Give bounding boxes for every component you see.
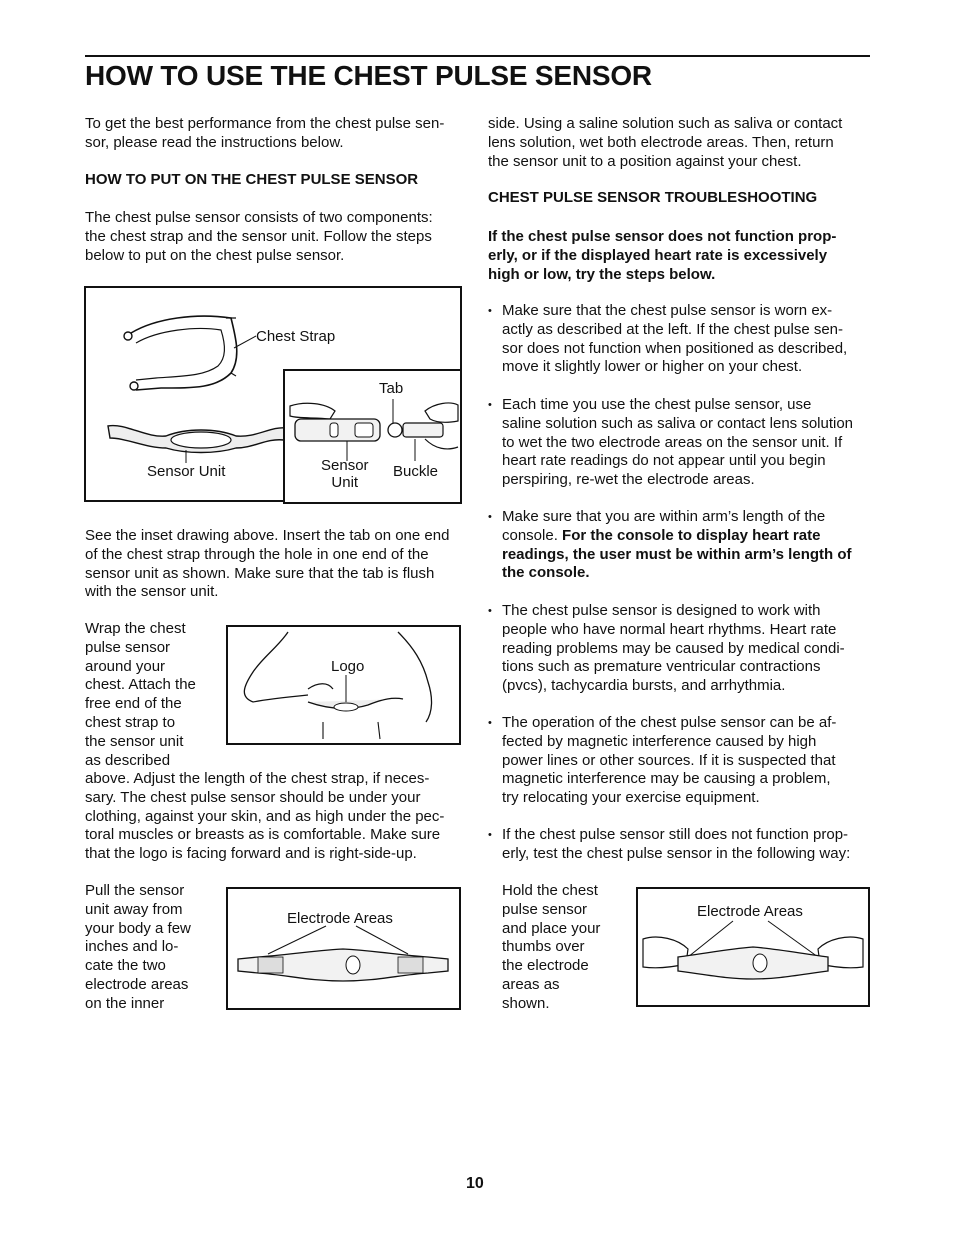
tab-inset-figure [283, 369, 462, 504]
buckle-drawing [285, 371, 460, 502]
bullet-2 [488, 396, 873, 490]
pull-paragraph: Pull the sensor unit away from your body a few inches and lo- cate the two electrode areas on the inner [85, 882, 191, 1012]
bullet-4 [488, 602, 873, 696]
wrap-paragraph-long: above. Adjust the length of the chest strap, if neces- sary. The chest pulse sensor should be under your clothing, against your skin, and as high under the pec- toral muscles or breasts as is comfortable. Make sure that the logo is facing forward and is right-side-up. [85, 770, 445, 863]
bullet-3-bold: For the console to display heart rate readings, the user must be within arm’s length of the console. [502, 526, 852, 582]
bullet-6 [488, 826, 873, 864]
sensor-unit-label: Sensor Unit [147, 463, 226, 480]
page-number: 10 [466, 1175, 484, 1192]
components-paragraph: The chest pulse sensor consists of two components: the chest strap and the sensor unit. Follow the steps below to put on the chest pulse sensor. [85, 209, 433, 264]
bullet-3 [488, 508, 873, 583]
chest-strap-label: Chest Strap [256, 328, 336, 345]
bullet-3-text [502, 508, 873, 583]
bullet-3-normal: Make sure that you are within arm’s length of the console. [502, 508, 826, 544]
bullet-dot: • [488, 305, 492, 317]
electrode-areas-label-left: Electrode Areas [287, 910, 393, 927]
bullet-1 [488, 302, 873, 377]
wrap-paragraph-short: Wrap the chest pulse sensor around your chest. Attach the free end of the chest strap to the sensor unit as described [85, 620, 196, 769]
tab-label: Tab [379, 380, 404, 397]
bullet-1-text: Make sure that the chest pulse sensor is worn ex- actly as described at the left. If the chest pulse sen- sor does not function when positioned as described, move it slightly lower or higher on your chest. [502, 302, 848, 376]
bullet-dot: • [488, 399, 492, 411]
continued-paragraph: side. Using a saline solution such as saliva or contact lens solution, wet both electrode areas. Then, return the sensor unit to a position against your chest. [488, 115, 843, 170]
bullet-5 [488, 714, 873, 808]
buckle-label: Buckle [393, 463, 439, 480]
bullet-dot: • [488, 717, 492, 729]
page-title: HOW TO USE THE CHEST PULSE SENSOR [85, 60, 652, 91]
section-heading-troubleshooting: CHEST PULSE SENSOR TROUBLESHOOTING [488, 189, 818, 206]
bullet-5-text: The operation of the chest pulse sensor can be af- fected by magnetic interference caused by high power lines or other sources. If it is suspected that magnetic interference may be causing a problem, try relocating your exercise equipment. [502, 714, 837, 807]
section-heading-put-on: HOW TO PUT ON THE CHEST PULSE SENSOR [85, 171, 419, 188]
electrode-drawing-left [228, 889, 459, 1008]
electrode-areas-label-right: Electrode Areas [697, 903, 803, 920]
header-rule [85, 55, 870, 57]
bullet-4-text: The chest pulse sensor is designed to work with people who have normal heart rhythms. Heart rate reading problems may be caused by medical condi- tions such as premature ventricular contractions (pvcs), tachycardia bursts, and arrhythmia. [502, 602, 845, 695]
electrode-figure-right [636, 887, 870, 1007]
intro-paragraph: To get the best performance from the chest pulse sen- sor, please read the instructions below. [85, 115, 445, 151]
inset-paragraph: See the inset drawing above. Insert the tab on one end of the chest strap through the hole in one end of the sensor unit as shown. Make sure that the tab is flush with the sensor unit. [85, 527, 450, 601]
strap-sensor-figure [84, 286, 462, 502]
hold-paragraph: Hold the chest pulse sensor and place your thumbs over the electrode areas as shown. [502, 882, 601, 1012]
bullet-dot: • [488, 511, 492, 523]
bullet-6-text: If the chest pulse sensor still does not function prop- erly, test the chest pulse sensor in the following way: [502, 826, 851, 862]
bullet-2-text: Each time you use the chest pulse sensor, use saline solution such as saliva or contact lens solution to wet the two electrode areas on the sensor unit. If heart rate readings do not appear until you begin perspiring, re-wet the electrode areas. [502, 396, 854, 489]
torso-drawing [228, 627, 459, 743]
sensor-unit-inset-label: Sensor Unit [321, 457, 369, 491]
bullet-dot: • [488, 605, 492, 617]
bullet-dot: • [488, 829, 492, 841]
torso-figure [226, 625, 461, 745]
logo-label: Logo [331, 658, 365, 675]
troubleshooting-intro: If the chest pulse sensor does not function prop- erly, or if the displayed heart rate is excessively high or low, try the steps below. [488, 228, 837, 283]
electrode-figure-left [226, 887, 461, 1010]
